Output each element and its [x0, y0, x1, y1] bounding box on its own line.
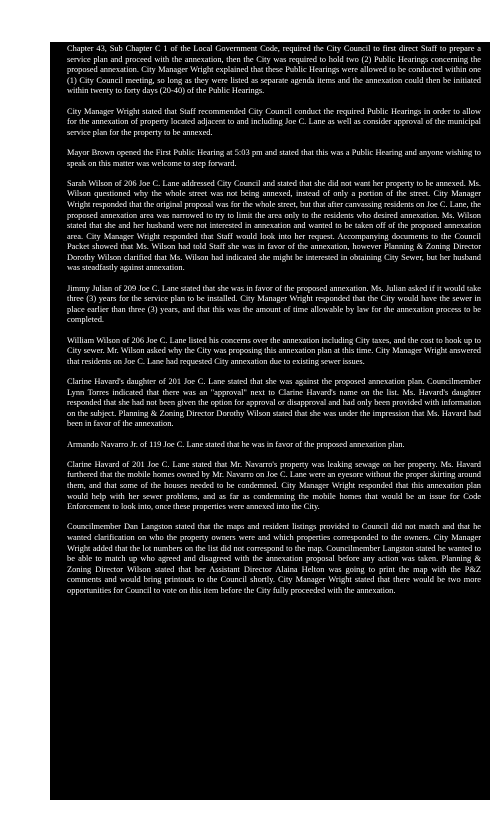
paragraph-armando-navarro: Armando Navarro Jr. of 119 Joe C. Lane stated that he was in favor of the proposed annexation plan.: [67, 439, 405, 449]
paragraph-william-wilson: William Wilson of 206 Joe C. Lane listed his concerns over the annexation including City taxes, and the cost to hook up to City sewer. Mr. Wilson asked why the City was proposing this annexation plan at this time. City Manager Wright answered that residents on Joe C. Lane had requested City annexation due to existing sewer issues.: [67, 335, 481, 366]
paragraph-jimmy-julian: Jimmy Julian of 209 Joe C. Lane stated that she was in favor of the proposed annexation. Ms. Julian asked if it would take three (3) years for the service plan to be installed. City Manager Wright responded that the City would have the sewer in place earlier than three (3) years, and that this was the amount of time allowable by law for the annexation process to be completed.: [67, 283, 481, 325]
page-number: 2: [50, 808, 65, 818]
footer-title: Bulkin City Council Minutes – November 18, 2011: [71, 808, 348, 818]
minutes-body: [67, 44, 481, 606]
page-footer: [50, 805, 490, 821]
paragraph-dan-langston: Councilmember Dan Langston stated that the maps and resident listings provided to Council did not match and that he wanted clarification on who the property owners were and which properties corresponded to the owners. City Manager Wright added that the lot numbers on the list did not correspond to the map. Councilmember Langston stated he wanted to be able to match up who agreed and disagreed with the annexation proposal before any action was taken. Planning & Zoning Director Wilson stated that her Assistant Director Alaina Helton was going to print the map with the P&Z comments and would bring printouts to the Council shortly. City Manager Wright stated that there would be two more opportunities for Council to vote on this item before the City fully proceeded with the annexation.: [67, 522, 481, 595]
paragraph-sarah-wilson: Sarah Wilson of 206 Joe C. Lane addressed City Council and stated that she did not want her property to be annexed. Ms. Wilson questioned why the whole street was not being annexed, instead of only a portion of the street. City Manager Wright responded that the original proposal was for the whole street, but that after canvassing residents on Joe C. Lane, the proposed annexation area was narrowed to try to limit the area only to the residents who desired annexation. Ms. Wilson stated that she and her husband were not interested in annexation and wanted to be taken off of the proposed annexation area. City Manager Wright responded that Staff would look into her request. Accompanying documents to the Council Packet showed that Ms. Wilson had told Staff she was in favor of the annexation, however Planning & Zoning Director Dorothy Wilson clarified that Ms. Wilson had indicated she might be interested in obtaining City Sewer, but her husband was steadfastly against annexation.: [67, 178, 481, 273]
paragraph-clarine-havard: Clarine Havard of 201 Joe C. Lane stated that Mr. Navarro's property was leaking sewage on her property. Ms. Havard furthered that the mobile homes owned by Mr. Navarro on Joe C. Lane were an eyesore without the proper skirting around them, and that some of the houses needed to be condemned. City Manager Wright responded that this annexation plan would help with her sewer problems, and as far as condemning the mobile homes that would be an issue for Code Enforcement to look into, once these properties were annexed into the City.: [67, 459, 481, 512]
paragraph-staff-recommendation: City Manager Wright stated that Staff recommended City Council conduct the required Public Hearings in order to allow for the annexation of property located adjacent to and including Joe C. Lane as well as consider approval of the municipal service plan for the property to be annexed.: [67, 106, 481, 137]
paragraph-annexation-procedure: Chapter 43, Sub Chapter C 1 of the Local Government Code, required the City Council to first direct Staff to prepare a service plan and proceed with the annexation, then the City was required to hold two (2) Public Hearings concerning the proposed annexation. City Manager Wright explained that these Public Hearings were allowed to be conducted within one (1) City Council meeting, so long as they were listed as separate agenda items and the annexation could then be initiated within twenty to forty days (20-40) of the Public Hearings.: [67, 44, 481, 96]
document-page: [50, 42, 490, 818]
paragraph-havard-daughter: Clarine Havard's daughter of 201 Joe C. Lane stated that she was against the proposed annexation plan. Councilmember Lynn Torres indicated that there was an "approval" next to Clarine Havard's name on the list. Ms. Havard's daughter responded that she had not been given the option for approval or disapproval and had only been provided with information on the subject. Planning & Zoning Director Dorothy Wilson stated that she was under the impression that Ms. Havard had been in favor of the annexation.: [67, 377, 481, 429]
paragraph-public-hearing-opened: Mayor Brown opened the First Public Hearing at 5:03 pm and stated that this was a Public Hearing and anyone wishing to speak on this matter was welcome to step forward.: [67, 147, 481, 168]
